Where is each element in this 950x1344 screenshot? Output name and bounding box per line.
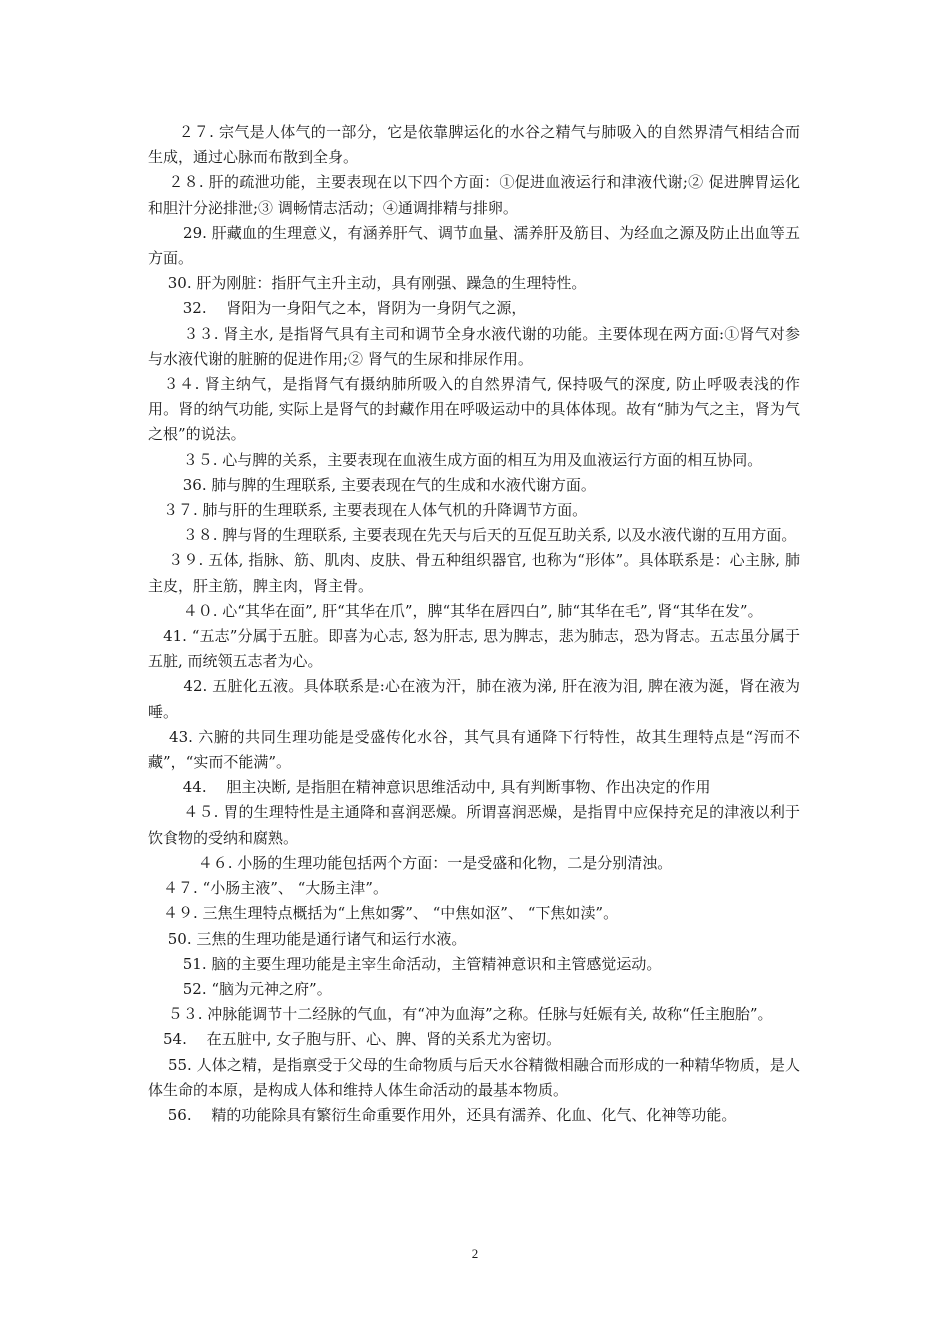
paragraph-50: 50. 三焦的生理功能是通行诸气和运行水液。 [148,929,467,948]
paragraph-37: ３７. 肺与肝的生理联系, 主要表现在人体气机的升降调节方面。 [148,501,588,520]
paragraph-35: ３５. 心与脾的关系，主要表现在血液生成方面的相互为用及血液运行方面的相互协同。 [148,450,763,469]
paragraph-28: ２８. 肝的疏泄功能，主要表现在以下四个方面：①促进血液运行和津液代谢;② 促进脾胃运化和胆汁分泌排泄;③ 调畅情志活动；④通调排精与排卵。 [148,173,800,217]
paragraph-45: ４５. 胃的生理特性是主通降和喜润恶燥。所谓喜润恶燥，是指胃中应保持充足的津液以利于饮食物的受纳和腐熟。 [148,803,800,847]
paragraph-30: 30. 肝为刚脏：指肝气主升主动，具有刚强、躁急的生理特性。 [148,274,587,293]
paragraph-51: 51. 脑的主要生理功能是主宰生命活动，主管精神意识和主管感觉运动。 [148,954,662,973]
paragraph-44: 44. 胆主决断, 是指胆在精神意识思维活动中, 具有判断事物、作出决定的作用 [148,778,711,797]
paragraph-27: ２７. 宗气是人体气的一部分，它是依靠脾运化的水谷之精气与肺吸入的自然界清气相结合而生成，通过心脉而布散到全身。 [148,123,800,167]
paragraph-49: ４９. 三焦生理特点概括为“上焦如雾”、 “中焦如沤”、 “下焦如渎”。 [148,904,619,923]
paragraph-41: 41. “五志”分属于五脏。即喜为心志, 怒为肝志, 思为脾志，悲为肺志，恐为肾志。五志虽分属于五脏, 而统领五志者为心。 [148,627,800,671]
paragraph-29: 29. 肝藏血的生理意义，有涵养肝气、调节血量、濡养肝及筋目、为经血之源及防止出血等五方面。 [148,223,800,268]
paragraph-52: 52. “脑为元神之府”。 [148,979,332,998]
paragraph-32: 32. 肾阳为一身阳气之本，肾阴为一身阴气之源， [148,299,527,318]
paragraph-42: 42. 五脏化五液。具体联系是:心在液为汗，肺在液为涕, 肝在液为泪, 脾在液为涎，肾在液为唾。 [148,677,800,721]
paragraph-38: ３８. 脾与肾的生理联系, 主要表现在先天与后天的互促互助关系, 以及水液代谢的互用方面。 [148,526,797,545]
paragraph-43: 43. 六腑的共同生理功能是受盛传化水谷，其气具有通降下行特性，故其生理特点是“泻而不藏”，“实而不能满”。 [148,727,800,772]
paragraph-33: ３３. 肾主水, 是指肾气具有主司和调节全身水液代谢的功能。主要体现在两方面:①肾气对参与水液代谢的脏腑的促进作用;② 肾气的生尿和排尿作用。 [148,324,800,368]
paragraph-55: 55. 人体之精，是指禀受于父母的生命物质与后天水谷精微相融合而形成的一种精华物质，是人体生命的本原，是构成人体和维持人体生命活动的最基本物质。 [148,1055,800,1099]
paragraph-47: ４７. “小肠主液”、 “大肠主津”。 [148,879,388,898]
paragraph-54: 54. 在五脏中, 女子胞与肝、心、脾、肾的关系尤为密切。 [148,1030,562,1049]
paragraph-40: ４０. 心“其华在面”, 肝“其华在爪”，脾“其华在唇四白”, 肺“其华在毛”, 肾“其华在发”。 [148,601,763,620]
body-text [148,120,800,1128]
paragraph-53: ５３. 冲脉能调节十二经脉的气血，有“冲为血海”之称。任脉与妊娠有关, 故称“任主胞胎”。 [148,1005,773,1024]
paragraph-34: ３４. 肾主纳气，是指肾气有摄纳肺所吸入的自然界清气, 保持吸气的深度, 防止呼吸表浅的作用。肾的纳气功能, 实际上是肾气的封藏作用在呼吸运动中的具体体现。故有“肺为气之主，肾为气之根”的说法。 [148,375,800,444]
paragraph-39: ３９. 五体, 指脉、筋、肌肉、皮肤、骨五种组织器官, 也称为“形体”。具体联系是：心主脉, 肺主皮，肝主筋，脾主肉，肾主骨。 [148,551,800,595]
paragraph-36: 36. 肺与脾的生理联系, 主要表现在气的生成和水液代谢方面。 [148,475,596,494]
paragraph-56: 56. 精的功能除具有繁衍生命重要作用外，还具有濡养、化血、化气、化神等功能。 [148,1105,737,1124]
paragraph-46: ４６. 小肠的生理功能包括两个方面：一是受盛和化物，二是分别清浊。 [148,853,673,872]
page-number: 2 [471,1246,479,1261]
